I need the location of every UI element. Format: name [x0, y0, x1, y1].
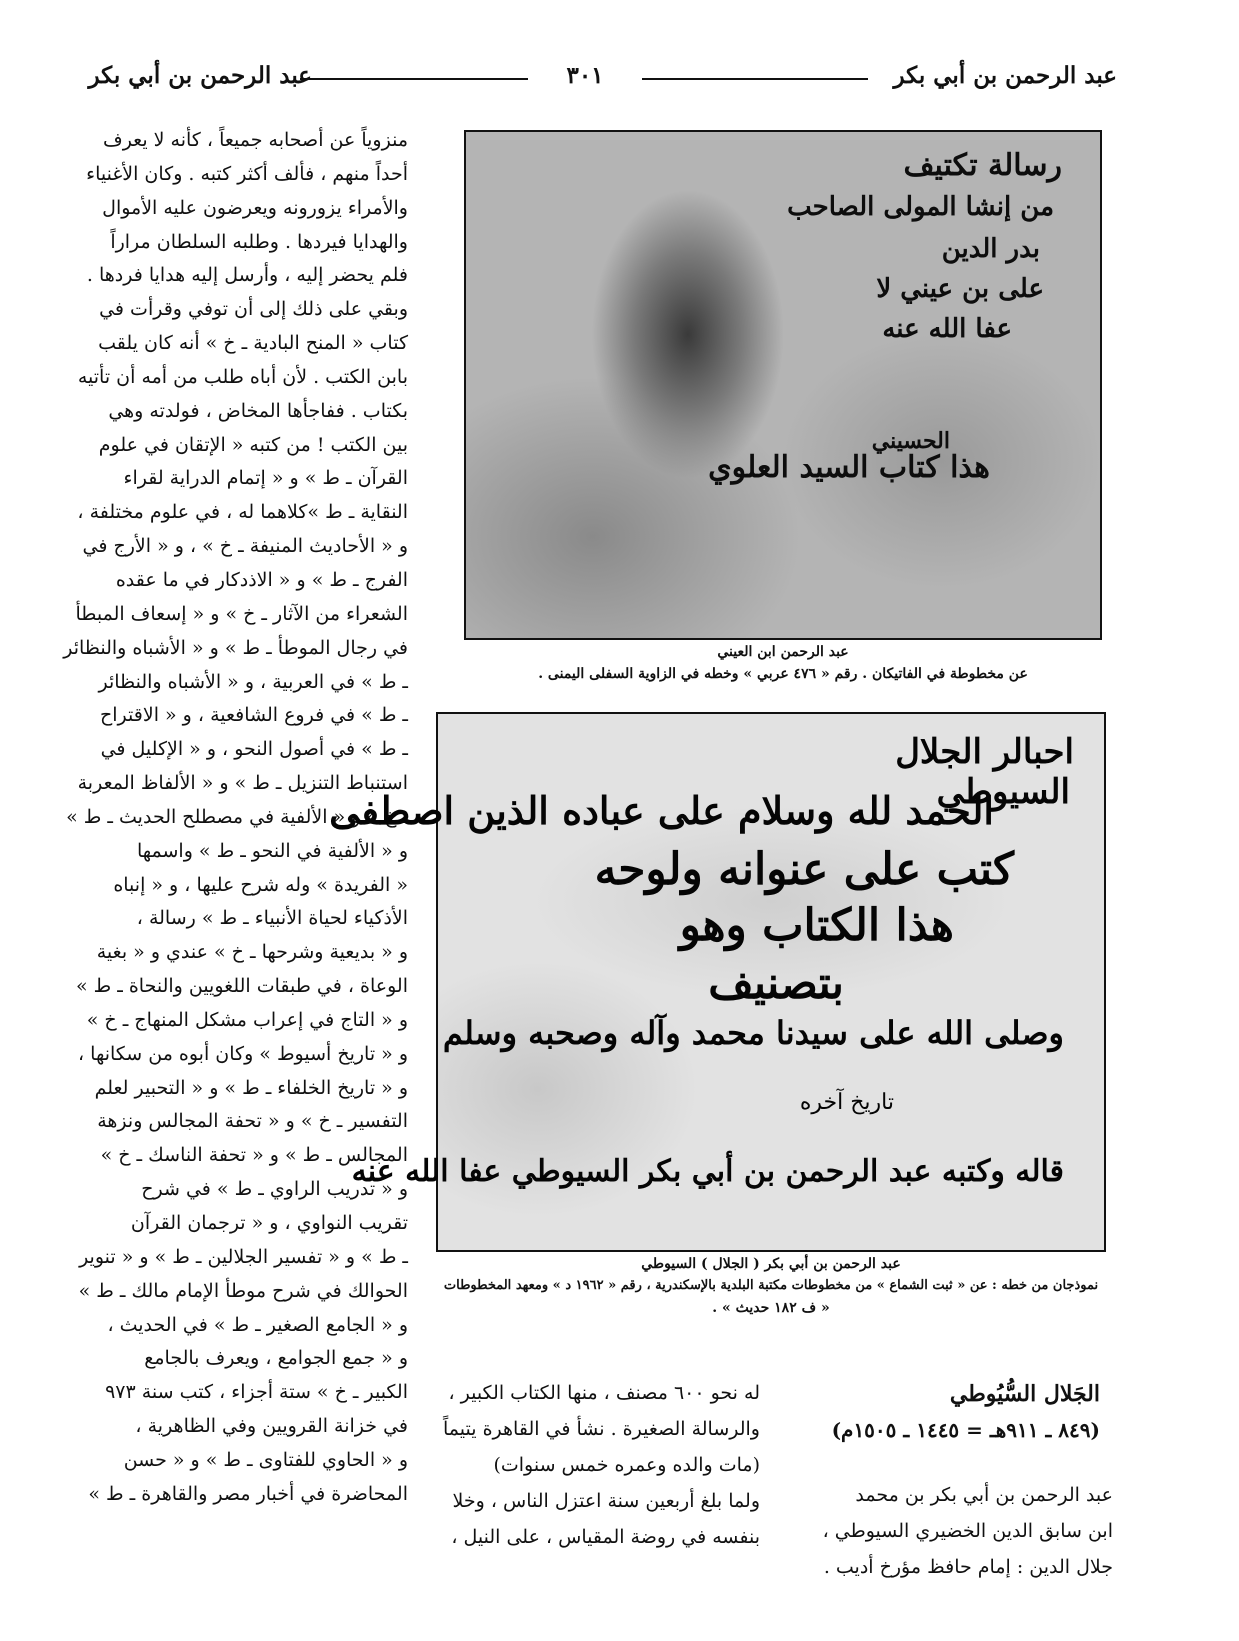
manuscript-ink-line: هذا الكتاب وهو: [679, 900, 954, 951]
text-line: ـ ط » و « تفسير الجلالين ـ ط » و « تنوير: [79, 1245, 408, 1268]
text-line: التفسير ـ خ » و « تحفة المجالس ونزهة: [97, 1110, 408, 1133]
entry-text-line: جلال الدين : إمام حافظ مؤرخ أديب .: [823, 1556, 1113, 1578]
text-line: ـ ط » في أصول النحو ، و « الإكليل في: [100, 738, 408, 761]
page-number: ٣٠١: [566, 62, 604, 89]
entry-text-line: (مات والده وعمره خمس سنوات): [493, 1454, 760, 1476]
text-line: استنباط التنزيل ـ ط » و « الألفاظ المعربة: [77, 772, 408, 795]
figure-caption-title-2: عبد الرحمن بن أبي بكر ( الجلال ) السيوطي: [641, 1256, 901, 1272]
manuscript-ink-line: تاريخ آخره: [799, 1090, 894, 1115]
text-line: و « الأحاديث المنيفة ـ خ » ، و « الأرج في: [82, 535, 408, 558]
entry-text-line: له نحو ٦٠٠ مصنف ، منها الكتاب الكبير ،: [448, 1382, 760, 1404]
text-line: في خزانة القرويين وفي الظاهرية ،: [135, 1415, 408, 1438]
text-line: « الفريدة » وله شرح عليها ، و « إنباه: [113, 873, 408, 896]
manuscript-ink-line: كتب على عنوانه ولوحه: [594, 844, 1014, 895]
entry-text-line: عبد الرحمن بن أبي بكر بن محمد: [855, 1484, 1113, 1506]
text-line: والأمراء يزورونه ويعرضون عليه الأموال: [102, 196, 408, 219]
manuscript-ink-line: احبالر الجلال: [895, 732, 1074, 772]
manuscript-ink-line: وصلى الله على سيدنا محمد وآله وصحبه وسلم: [442, 1014, 1064, 1052]
running-title-left: عبد الرحمن بن أبي بكر: [88, 62, 312, 89]
text-line: فلم يحضر إليه ، وأرسل إليه هدايا فردها .: [86, 264, 408, 287]
manuscript-ink-line: هذا كتاب السيد العلوي: [708, 450, 990, 485]
manuscript-ink-line: الحسيني: [871, 428, 950, 454]
text-line: الوعاة ، في طبقات اللغويين والنحاة ـ ط »: [75, 975, 408, 998]
text-line: المجالس ـ ط » و « تحفة الناسك ـ خ »: [100, 1144, 408, 1167]
entry-text-line: ولما بلغ أربعين سنة اعتزل الناس ، وخلا: [452, 1490, 760, 1512]
text-line: ـ ط » في العربية ، و « الأشباه والنظائر: [98, 670, 408, 693]
manuscript-ink-line: بدر الدين: [941, 234, 1040, 264]
text-line: و « تدريب الراوي ـ ط » في شرح: [141, 1178, 408, 1201]
header-rule-right: [642, 78, 868, 80]
text-line: النقاية ـ ط »كلاهما له ، في علوم مختلفة ،: [77, 501, 408, 524]
entry-title: الجَلال السُّيُوطي: [949, 1381, 1100, 1407]
text-line: منزوياً عن أصحابه جميعاً ، كأنه لا يعرف: [103, 129, 408, 151]
entry-text-line: ابن سابق الدين الخضيري السيوطي ،: [822, 1520, 1113, 1542]
manuscript-ink-line: الحمد لله وسلام على عباده الذين اصطفى: [329, 788, 994, 833]
text-line: المحاضرة في أخبار مصر والقاهرة ـ ط »: [88, 1482, 408, 1505]
text-line: و « بديعية وشرحها ـ خ » عندي و « بغية: [96, 941, 408, 964]
manuscript-image-vatican: [464, 130, 1102, 640]
text-line: و « الحاوي للفتاوى ـ ط » و « حسن: [123, 1448, 408, 1471]
entry-text-line: بنفسه في روضة المقياس ، على النيل ،: [451, 1526, 760, 1548]
text-line: و « تاريخ الخلفاء ـ ط » و « التحبير لعلم: [94, 1076, 408, 1099]
text-line: و « تاريخ أسيوط » وكان أبوه من سكانها ،: [77, 1042, 408, 1065]
text-line: ـ خ » و « الألفية في مصطلح الحديث ـ ط »: [66, 805, 408, 828]
text-line: أحداً منهم ، فألف أكثر كتبه . وكان الأغنياء: [86, 162, 408, 185]
text-line: تقريب النواوي ، و « ترجمان القرآن: [130, 1212, 408, 1234]
text-line: وبقي على ذلك إلى أن توفي وقرأت في: [99, 298, 408, 321]
manuscript-ink-line: من إنشا المولى الصاحب: [787, 192, 1054, 222]
manuscript-ink-line: بتصنيف: [708, 958, 844, 1009]
manuscript-ink-line: على بن عيني لا: [876, 274, 1044, 304]
text-line: كتاب « المنح البادية ـ خ » أنه كان يلقب: [98, 332, 408, 355]
figure-caption-title-1: عبد الرحمن ابن العيني: [717, 644, 849, 660]
text-line: الأذكياء لحياة الأنبياء ـ ط » رسالة ،: [136, 907, 408, 930]
text-line: بابن الكتب . لأن أباه طلب من أمه أن تأتيه: [77, 365, 408, 388]
text-line: بين الكتب ! من كتبه « الإتقان في علوم: [98, 433, 408, 456]
text-line: و « جمع الجوامع ، ويعرف بالجامع: [144, 1347, 408, 1370]
text-line: و « الجامع الصغير ـ ط » في الحديث ،: [107, 1313, 408, 1336]
text-line: و « الألفية في النحو ـ ط » واسمها: [136, 839, 408, 862]
text-line: بكتاب . ففاجأها المخاض ، فولدته وهي: [108, 399, 408, 422]
text-line: القرآن ـ ط » و « إتمام الدراية لقراء: [123, 467, 408, 490]
manuscript-ink-line: عفا الله عنه: [882, 314, 1012, 344]
text-line: والهدايا فيردها . وطلبه السلطان مراراً: [110, 230, 408, 253]
header-rule-left: [300, 78, 528, 80]
manuscript-ink-line: السيوطي: [936, 772, 1070, 812]
manuscript-image-suyuti: [329, 712, 1106, 1252]
figure-caption-1: عن مخطوطة في الفاتيكان . رقم « ٤٧٦ عربي » وخطه في الزاوية السفلى اليمنى .: [538, 666, 1028, 682]
entry-text-line: والرسالة الصغيرة . نشأ في القاهرة يتيماً: [443, 1418, 760, 1440]
text-line: الكبير ـ خ » ستة أجزاء ، كتب سنة ٩٧٣: [105, 1381, 408, 1404]
text-line: الحوالك في شرح موطأ الإمام مالك ـ ط »: [78, 1279, 408, 1302]
text-line: و « التاج في إعراب مشكل المنهاج ـ خ »: [86, 1008, 408, 1031]
running-title-right: عبد الرحمن بن أبي بكر: [893, 62, 1117, 89]
manuscript-ink-line: رسالة تكتيف: [903, 148, 1062, 183]
text-line: ـ ط » في فروع الشافعية ، و « الاقتراح: [100, 704, 408, 727]
text-line: الشعراء من الآثار ـ خ » و « إسعاف المبطأ: [75, 602, 408, 625]
figure-caption-2-line-2: « ف ١٨٢ حديث » .: [712, 1300, 830, 1316]
figure-caption-2-line-1: نموذجان من خطه : عن « ثبت الشماع » من مخطوطات مكتبة البلدية بالإسكندرية ، رقم « ١٩٦٢ د » ومعهد المخطوطات: [443, 1278, 1099, 1293]
text-line: في رجال الموطأ ـ ط » و « الأشباه والنظائر: [63, 636, 408, 659]
manuscript-ink-line: قاله وكتبه عبد الرحمن بن أبي بكر السيوطي عفا الله عنه: [351, 1154, 1064, 1189]
entry-dates: (٨٤٩ ـ ٩١١هـ = ١٤٤٥ ـ ١٥٠٥م): [831, 1418, 1100, 1442]
text-line: الفرج ـ ط » و « الاذدكار في ما عقده: [115, 568, 408, 591]
